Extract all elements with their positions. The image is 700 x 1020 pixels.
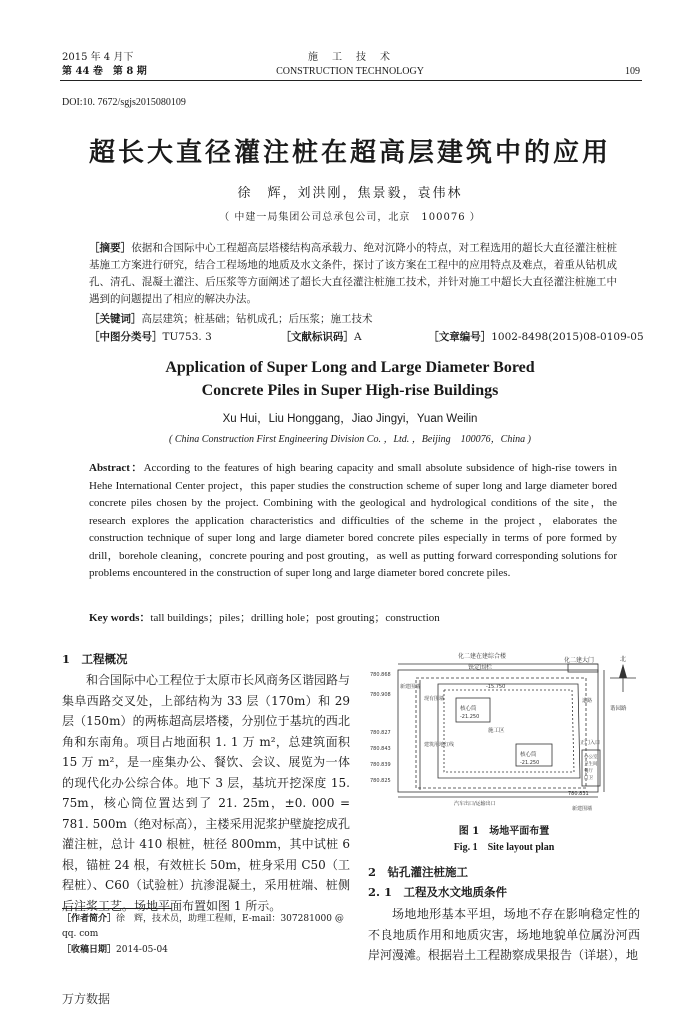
north-arrow [610, 655, 636, 692]
fig-road: 道路 [582, 698, 593, 704]
abstract-cn [89, 240, 617, 308]
figure1-site-plan [368, 650, 640, 815]
fig-office2: 卫生间 [584, 762, 598, 767]
doc-code-label: ［文献标识码］ [280, 331, 354, 343]
title-cn: 超长大直径灌注桩在超高层建筑中的应用 [88, 138, 611, 168]
clc-label: ［中图分类号］ [89, 331, 163, 343]
title-en-line2: Concrete Piles in Super High-rise Buildings [201, 382, 499, 399]
watermark: 万方数据 [62, 992, 111, 1006]
abstract-cn-text: 依据和合国际中心工程超高层塔楼结构高承载力、绝对沉降小的特点，对工程选用的超长大直径灌注桩桩基施工方案进行研究，结合工程场地的地质及水文条件，探讨了该方案在工程中的应用特点及难点，着重从钻机成孔、清孔、混凝土灌注、后压浆等方面阐述了超长大直径灌注桩施工技术，并针对施工中超长大直径灌注桩施工中遇到的问题提出了相应的解决办法。 [89, 242, 618, 305]
fig-label-top2: 铁定围栏 [468, 664, 493, 671]
doi: DOI:10. 7672/sgjs2015080109 [62, 97, 186, 108]
fig-depth: -15.750 [486, 684, 506, 690]
site-plan-drawing [368, 650, 640, 815]
fig-core2: 核心筒 [520, 752, 537, 758]
excavation-inner [444, 690, 574, 772]
section2-subheading-text: 2. 1 工程及水文地质条件 [368, 885, 508, 899]
abstract-cn-label: ［摘要］ [89, 242, 132, 254]
fig-label-top3: 化二建大门 [564, 657, 595, 664]
doc-code-value: A [353, 331, 362, 343]
fig-core1: 核心筒 [460, 706, 477, 712]
fig-office1: 办公室 [584, 755, 598, 760]
keywords-cn-text: 高层建筑；桩基础；钻机成孔；后压浆；施工技术 [141, 313, 373, 325]
abstract-en-label: Abstract： [89, 462, 144, 474]
fig-elev1: 780.868 [370, 672, 391, 678]
fig-label-bottom1: 汽车出口/运输出口 [454, 801, 496, 807]
keywords-en-text: tall buildings；piles；drilling hole；post grouting；construction [150, 612, 440, 624]
article-id-value: 1002-8498(2015)08-0109-05 [491, 331, 644, 343]
fig-label-side-left: 现有围墙 [424, 696, 445, 702]
footnote-author-text: 徐 辉，技术员，助理工程师，E-mail：307281000 @ qq. com [62, 914, 344, 939]
header-date: 2015 年 4 月下 [62, 52, 134, 63]
section2-heading: 2 钻孔灌注桩施工 [368, 865, 469, 879]
fig-label-bottom2: 新建围墙 [572, 806, 593, 812]
header-page-number: 109 [625, 66, 640, 77]
authors-en: Xu Hui，Liu Honggang，Jiao Jingyi，Yuan Weilin [222, 413, 478, 425]
abstract-en [89, 460, 617, 583]
keywords-cn [89, 311, 617, 328]
fig-gate: 正门入口 [580, 740, 601, 746]
title-en-line1: Application of Super Long and Large Diameter Bored [165, 359, 535, 376]
fig-label-new-wall: 新建围墙 [400, 684, 421, 690]
footnote-author-label: ［作者简介］ [62, 914, 117, 924]
authors-cn: 徐 辉，刘洪刚，焦景毅，袁伟林 [237, 186, 463, 201]
section1-body: 和合国际中心工程位于太原市长风商务区谐园路与集阜西路交叉处，上部结构为 33 层（170m）和 29 层（150m）的两栋超高层塔楼，分别位于基坑的西北角和东南角。项目占地面积 1. 1 万 m²，总建筑面积 15 万 m²，是一座集办公、餐饮、会议、展览为一体的现代化办公综合体。地下 3 层，基坑开挖深度 15. 75m，核心筒位置达到了 21. 25m，±0. 000 = 781. 500m（绝对标高），主楼采用泥浆护壁旋挖成孔灌注桩，总计 410 根桩，桩径 800mm，其中试桩 6 根，锚桩 24 根，有效桩长 50m，桩身采用 C50（工程桩）、C60（试验桩）抗渗混凝土，采用桩端、桩侧后注浆工艺。场地平面布置如图 1 所示。 [62, 673, 351, 913]
fig-elev7: 780.831 [568, 791, 589, 797]
footnote-date [62, 943, 350, 958]
section1-heading: 1 工程概况 [62, 652, 128, 666]
article-id-label: ［文章编号］ [428, 331, 492, 343]
classification [89, 329, 649, 346]
fig-elev6: 780.825 [370, 778, 391, 784]
header-journal-cn: 施 工 技 术 [308, 52, 392, 63]
fig-road-right: 谐园路 [610, 706, 627, 712]
footnote-rule [62, 908, 172, 909]
fig-work: 施工区 [488, 728, 505, 734]
figure1-caption-en: Fig. 1 Site layout plan [453, 842, 555, 853]
north-label: 北 [620, 656, 627, 663]
clc-value: TU753. 3 [162, 331, 212, 343]
fig-label-top1: 化二建在建综合楼 [458, 653, 507, 660]
footnote-date-text: 2014-05-04 [116, 945, 168, 955]
header-volume: 第 44 卷 第 8 期 [62, 66, 147, 77]
section2-subheading [368, 884, 507, 900]
header-journal-en: CONSTRUCTION TECHNOLOGY [276, 66, 424, 77]
fig-office3: 餐厅 [584, 769, 593, 774]
abstract-en-text: According to the features of high bearing capacity and small absolute subsidence of high-rise towers in Hehe International Center project，this paper studies the construction scheme of super long and large diameter bored concrete piles chosen by the project. Combining with the geological and hydrological conditions of the site，the research explores the application characteristics and difficulties of the scheme in the project，elaborates the construction technique of super long and large diameter bored concrete piles especially in terms of pore formed by drill，borehole cleaning，concrete pouring and post grouting，as well as putting forward corresponding solutions for problems encountered in the construction of super long and large diameter bored concrete piles. [89, 462, 617, 579]
affiliation-en: ( China Construction First Engineering Division Co. ，Ltd. ，Beijing 100076，China ) [169, 434, 531, 445]
figure1-caption-cn: 图 1 场地平面布置 [458, 826, 550, 837]
fig-office4: 门卫 [584, 776, 593, 781]
fig-core1-depth: -21.250 [460, 714, 480, 720]
fig-elev4: 780.843 [370, 746, 391, 752]
fig-elev2: 780.908 [370, 692, 391, 698]
section2-body: 场地地形基本平坦，场地不存在影响稳定性的不良地质作用和地质灾害，场地地貌单位属汾河西岸河漫滩。根据岩土工程勘察成果报告（详堪），地 [368, 907, 640, 962]
affiliation-cn: （ 中建一局集团公司总承包公司，北京 100076 ） [219, 212, 481, 223]
keywords-cn-label: ［关键词］ [89, 313, 142, 325]
footnote-author [62, 912, 350, 942]
fig-core2-depth: -21.250 [520, 760, 540, 766]
keywords-en [89, 610, 617, 628]
keywords-en-label: Key words： [89, 612, 151, 624]
fig-elev3: 780.827 [370, 730, 391, 736]
gate-block [568, 664, 598, 672]
fig-elev5: 780.839 [370, 762, 391, 768]
fig-label-road-left: 建筑用地红线 [424, 742, 455, 748]
footnote-date-label: ［收稿日期］ [62, 945, 117, 955]
header-rule [60, 80, 642, 81]
